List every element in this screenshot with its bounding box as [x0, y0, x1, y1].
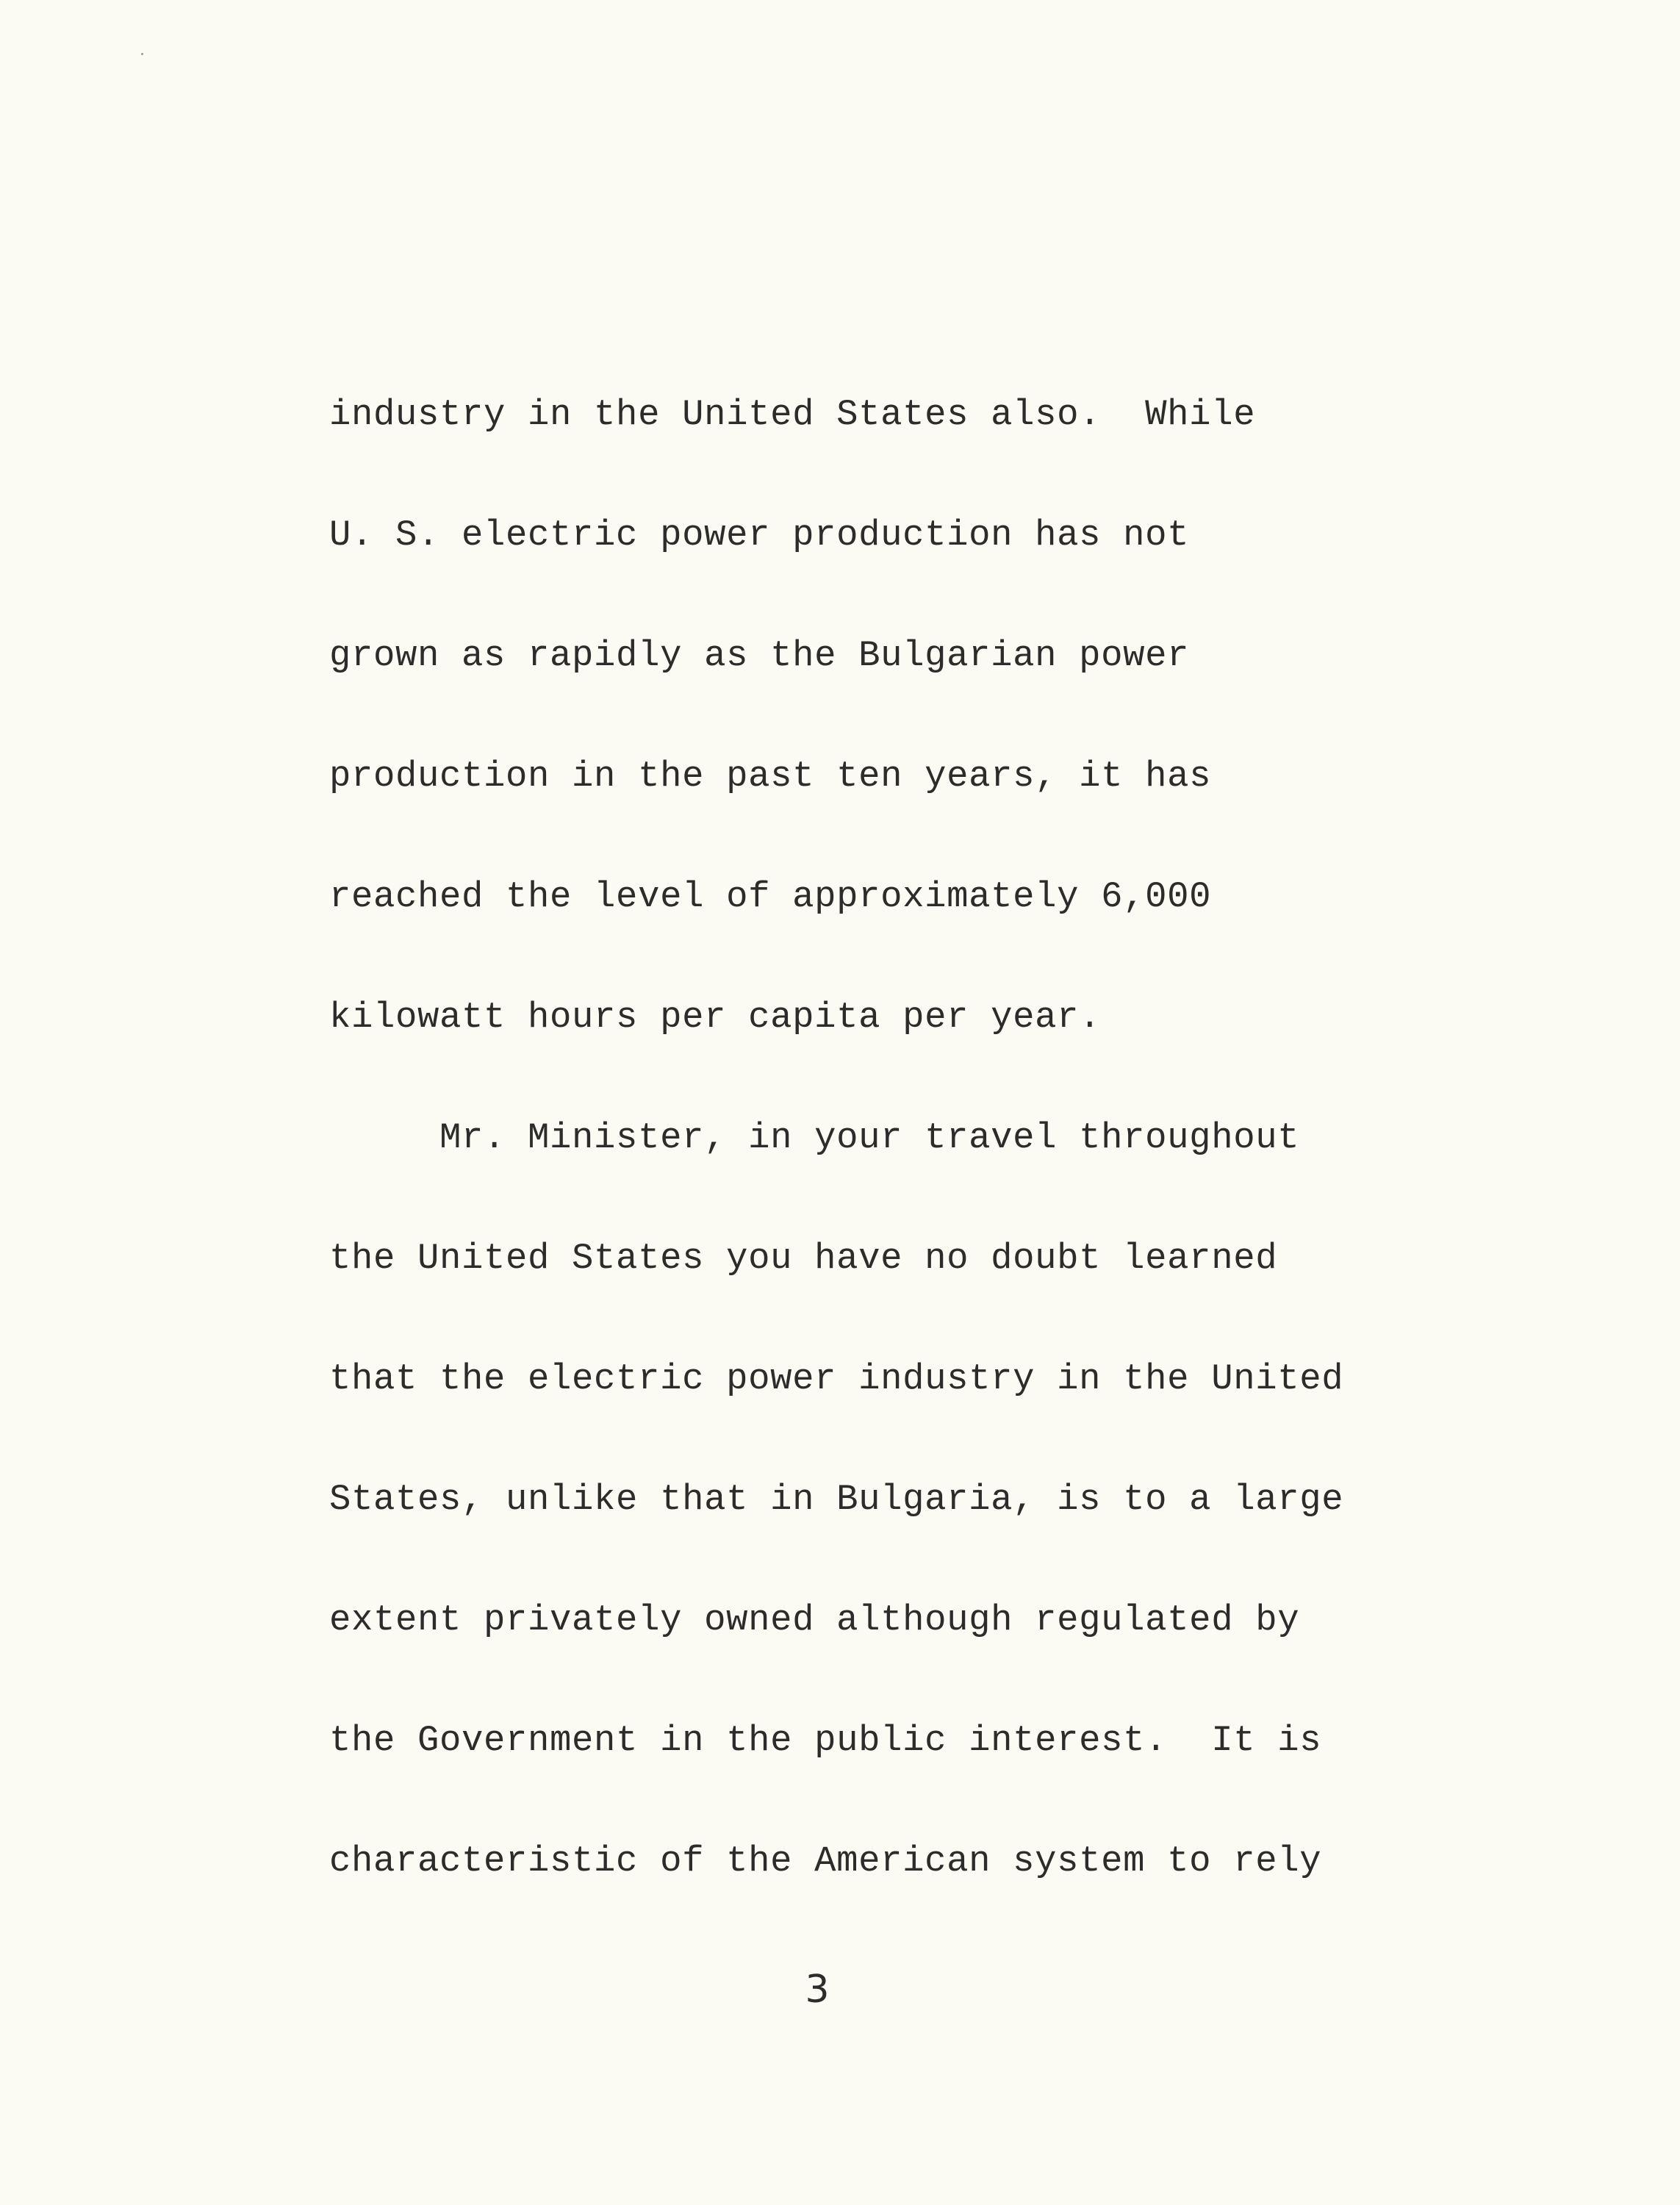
text-line-7: Mr. Minister, in your travel throughout	[329, 1117, 1300, 1158]
text-line-3: grown as rapidly as the Bulgarian power	[329, 635, 1190, 676]
text-line-6: kilowatt hours per capita per year.	[329, 997, 1102, 1038]
text-line-9: that the electric power industry in the United	[329, 1358, 1344, 1399]
text-line-8: the United States you have no doubt learned	[329, 1238, 1278, 1279]
text-line-11: extent privately owned although regulated by	[329, 1599, 1300, 1641]
text-line-4: production in the past ten years, it has	[329, 756, 1212, 797]
text-line-5: reached the level of approximately 6,000	[329, 876, 1212, 917]
paper-speck	[141, 53, 143, 55]
page-number: 3	[805, 1968, 830, 2012]
text-line-1: industry in the United States also. While	[329, 394, 1256, 435]
text-line-13: characteristic of the American system to rely	[329, 1840, 1322, 1882]
text-line-12: the Government in the public interest. It is	[329, 1720, 1322, 1761]
text-line-10: States, unlike that in Bulgaria, is to a large	[329, 1479, 1344, 1520]
text-line-2: U. S. electric power production has not	[329, 514, 1190, 556]
